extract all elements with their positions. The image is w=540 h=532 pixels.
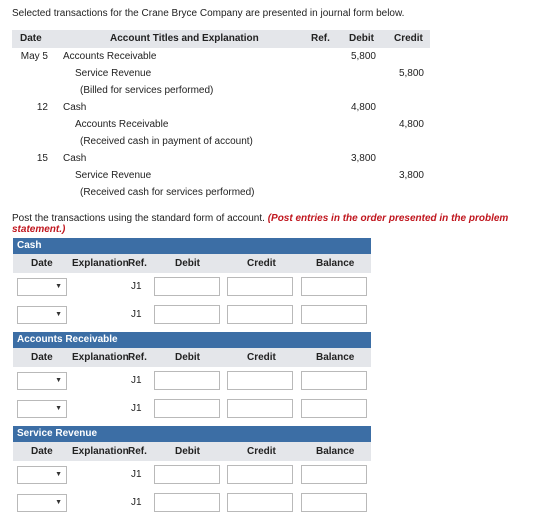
journal-account: Service Revenue xyxy=(75,170,152,181)
date-select[interactable] xyxy=(17,466,67,484)
ledger-col-ref: Ref. xyxy=(128,258,147,269)
journal-row xyxy=(12,65,430,82)
journal-row xyxy=(12,99,430,116)
ledger-ref: J1 xyxy=(131,281,142,292)
journal-credit: 5,800 xyxy=(398,68,424,79)
ledger-account-title: Accounts Receivable xyxy=(13,332,371,348)
post-instructions xyxy=(12,213,540,235)
caret-down-icon: ▼ xyxy=(55,311,62,318)
journal-header xyxy=(12,30,430,48)
ledger-columns xyxy=(13,442,371,461)
ledger-col-explanation: Explanation xyxy=(72,446,129,457)
journal-date: 15 xyxy=(36,153,48,164)
ledger-row xyxy=(13,367,371,395)
ledger-account-title: Cash xyxy=(13,238,371,254)
ledger-col-ref: Ref. xyxy=(128,446,147,457)
ledger-row xyxy=(13,395,371,423)
journal-row xyxy=(12,167,430,184)
journal-debit: 5,800 xyxy=(350,51,376,62)
journal-credit: 3,800 xyxy=(398,170,424,181)
ledger-col-debit: Debit xyxy=(175,258,200,269)
debit-input[interactable] xyxy=(154,305,220,324)
balance-input[interactable] xyxy=(301,465,367,484)
debit-input[interactable] xyxy=(154,493,220,512)
caret-down-icon: ▼ xyxy=(55,405,62,412)
ledger-row xyxy=(13,461,371,489)
journal-table xyxy=(12,30,430,201)
journal-col-date: Date xyxy=(20,33,42,44)
ledger-col-balance: Balance xyxy=(316,446,355,457)
ledger-col-debit: Debit xyxy=(175,352,200,363)
ledger-ref: J1 xyxy=(131,469,142,480)
journal-date: May 5 xyxy=(20,51,48,62)
credit-input[interactable] xyxy=(227,493,293,512)
date-select[interactable] xyxy=(17,278,67,296)
journal-row xyxy=(12,116,430,133)
ledger-ref: J1 xyxy=(131,309,142,320)
journal-row xyxy=(12,82,430,99)
journal-account: Service Revenue xyxy=(75,68,152,79)
journal-date: 12 xyxy=(36,102,48,113)
journal-debit: 4,800 xyxy=(350,102,376,113)
ledger-col-debit: Debit xyxy=(175,446,200,457)
ledger-row xyxy=(13,301,371,329)
ledger-ref: J1 xyxy=(131,375,142,386)
caret-down-icon: ▼ xyxy=(55,499,62,506)
ledger-col-credit: Credit xyxy=(247,446,276,457)
caret-down-icon: ▼ xyxy=(55,471,62,478)
ledger-col-balance: Balance xyxy=(316,352,355,363)
ledger-columns xyxy=(13,254,371,273)
balance-input[interactable] xyxy=(301,399,367,418)
journal-account: Accounts Receivable xyxy=(63,51,157,62)
journal-row xyxy=(12,150,430,167)
ledger-account xyxy=(13,238,371,329)
debit-input[interactable] xyxy=(154,399,220,418)
ledger-col-credit: Credit xyxy=(247,258,276,269)
balance-input[interactable] xyxy=(301,277,367,296)
credit-input[interactable] xyxy=(227,305,293,324)
journal-account: (Billed for services performed) xyxy=(80,85,214,96)
journal-col-ref: Ref. xyxy=(311,33,330,44)
caret-down-icon: ▼ xyxy=(55,283,62,290)
journal-row xyxy=(12,133,430,150)
ledger-row xyxy=(13,489,371,517)
ledger-col-ref: Ref. xyxy=(128,352,147,363)
ledger-ref: J1 xyxy=(131,497,142,508)
date-select[interactable] xyxy=(17,400,67,418)
credit-input[interactable] xyxy=(227,465,293,484)
intro-text: Selected transactions for the Crane Bryce Company are presented in journal form below. xyxy=(12,8,405,19)
journal-debit: 3,800 xyxy=(350,153,376,164)
journal-col-debit: Debit xyxy=(349,33,374,44)
credit-input[interactable] xyxy=(227,399,293,418)
journal-credit: 4,800 xyxy=(398,119,424,130)
ledger-col-date: Date xyxy=(31,258,53,269)
ledger-ref: J1 xyxy=(131,403,142,414)
journal-row xyxy=(12,48,430,65)
ledger-account-title: Service Revenue xyxy=(13,426,371,442)
ledger-col-explanation: Explanation xyxy=(72,258,129,269)
ledger-col-date: Date xyxy=(31,446,53,457)
balance-input[interactable] xyxy=(301,371,367,390)
journal-account: (Received cash in payment of account) xyxy=(80,136,253,147)
ledger-account xyxy=(13,332,371,423)
credit-input[interactable] xyxy=(227,277,293,296)
debit-input[interactable] xyxy=(154,371,220,390)
journal-row xyxy=(12,184,430,201)
journal-col-credit: Credit xyxy=(394,33,423,44)
post-instructions-emphasis: (Post entries in the order presented in the problem statement.) xyxy=(12,213,509,235)
date-select[interactable] xyxy=(17,306,67,324)
balance-input[interactable] xyxy=(301,305,367,324)
debit-input[interactable] xyxy=(154,465,220,484)
balance-input[interactable] xyxy=(301,493,367,512)
date-select[interactable] xyxy=(17,372,67,390)
caret-down-icon: ▼ xyxy=(55,377,62,384)
ledger-col-credit: Credit xyxy=(247,352,276,363)
ledger-row xyxy=(13,273,371,301)
date-select[interactable] xyxy=(17,494,67,512)
ledger-col-balance: Balance xyxy=(316,258,355,269)
journal-account: (Received cash for services performed) xyxy=(80,187,255,198)
debit-input[interactable] xyxy=(154,277,220,296)
ledger-columns xyxy=(13,348,371,367)
credit-input[interactable] xyxy=(227,371,293,390)
journal-account: Cash xyxy=(63,153,87,164)
post-instructions-text: Post the transactions using the standard form of account. xyxy=(12,213,265,224)
journal-account: Cash xyxy=(63,102,87,113)
journal-account: Accounts Receivable xyxy=(75,119,169,130)
ledger-col-explanation: Explanation xyxy=(72,352,129,363)
journal-col-account: Account Titles and Explanation xyxy=(110,33,259,44)
ledger-account xyxy=(13,426,371,517)
ledger-col-date: Date xyxy=(31,352,53,363)
